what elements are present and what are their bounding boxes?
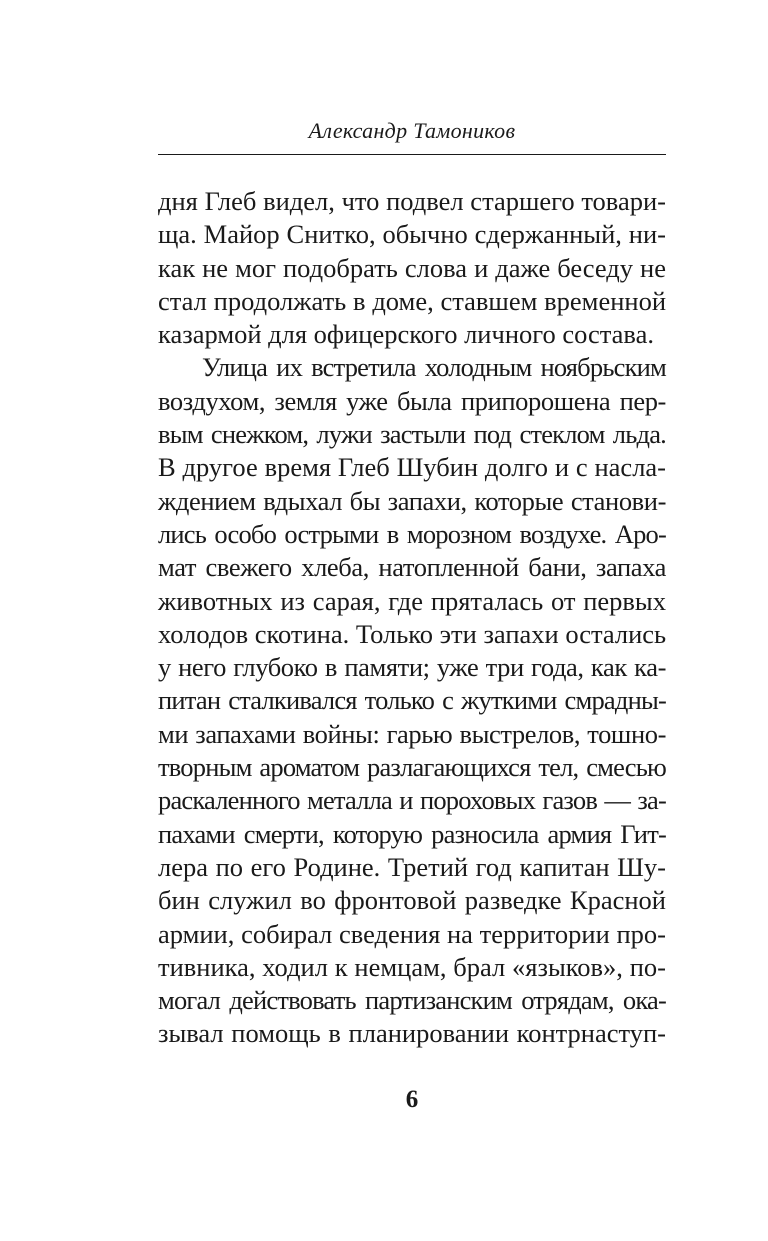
text-line: лись особо острыми в морозном воздухе. Аро- (158, 518, 666, 549)
text-line: ми запахами войны: гарью выстрелов, тошно- (158, 718, 666, 749)
running-head: Александр Тамоников (308, 118, 516, 143)
text-line: тивника, ходил к немцам, брал «языков», по- (158, 951, 666, 982)
text-line: ждением вдыхал бы запахи, которые станови- (158, 485, 666, 516)
text-line: мат свежего хлеба, натопленной бани, запаха (158, 552, 666, 583)
text-line: как не мог подобрать слова и даже беседу не (158, 252, 666, 283)
text-line: воздухом, земля уже была припорошена пер- (158, 385, 666, 416)
text-line: бин служил во фронтовой разведке Красной (158, 885, 666, 916)
text-line: ща. Майор Снитко, обычно сдержанный, ни- (158, 219, 666, 250)
text-line: Улица их встретила холодным ноябрьским (202, 352, 666, 383)
text-line: творным ароматом разлагающихся тел, смесью (158, 752, 666, 783)
text-line: холодов скотина. Только эти запахи остались (158, 618, 667, 649)
text-line: армии, собирал сведения на территории про- (158, 918, 666, 949)
text-line: вым снежком, лужи застыли под стеклом льда. (158, 419, 666, 450)
text-line: стал продолжать в доме, ставшем временной (158, 285, 666, 316)
text-line: лера по его Родине. Третий год капитан Шу- (158, 851, 666, 882)
text-line: пахами смерти, которую разносила армия Гит- (158, 818, 666, 849)
text-line: В другое время Глеб Шубин долго и с насла- (158, 452, 666, 483)
text-line: у него глубоко в памяти; уже три года, как ка- (158, 652, 666, 683)
page-number: 6 (405, 1086, 419, 1113)
text-line: казармой для офицерского личного состава. (158, 319, 654, 350)
text-line: животных из сарая, где пряталась от первых (158, 585, 666, 616)
text-line: зывал помощь в планировании контрнаступ- (158, 1018, 666, 1049)
text-line: раскаленного металла и пороховых газов — за- (158, 785, 666, 816)
text-line: питан сталкивался только с жуткими смрадны- (158, 685, 666, 716)
text-line: дня Глеб видел, что подвел старшего товари- (158, 186, 666, 216)
body-text (158, 185, 666, 1051)
text-line: могал действовать партизанским отрядам, ока- (158, 985, 666, 1016)
header-rule (158, 154, 666, 155)
